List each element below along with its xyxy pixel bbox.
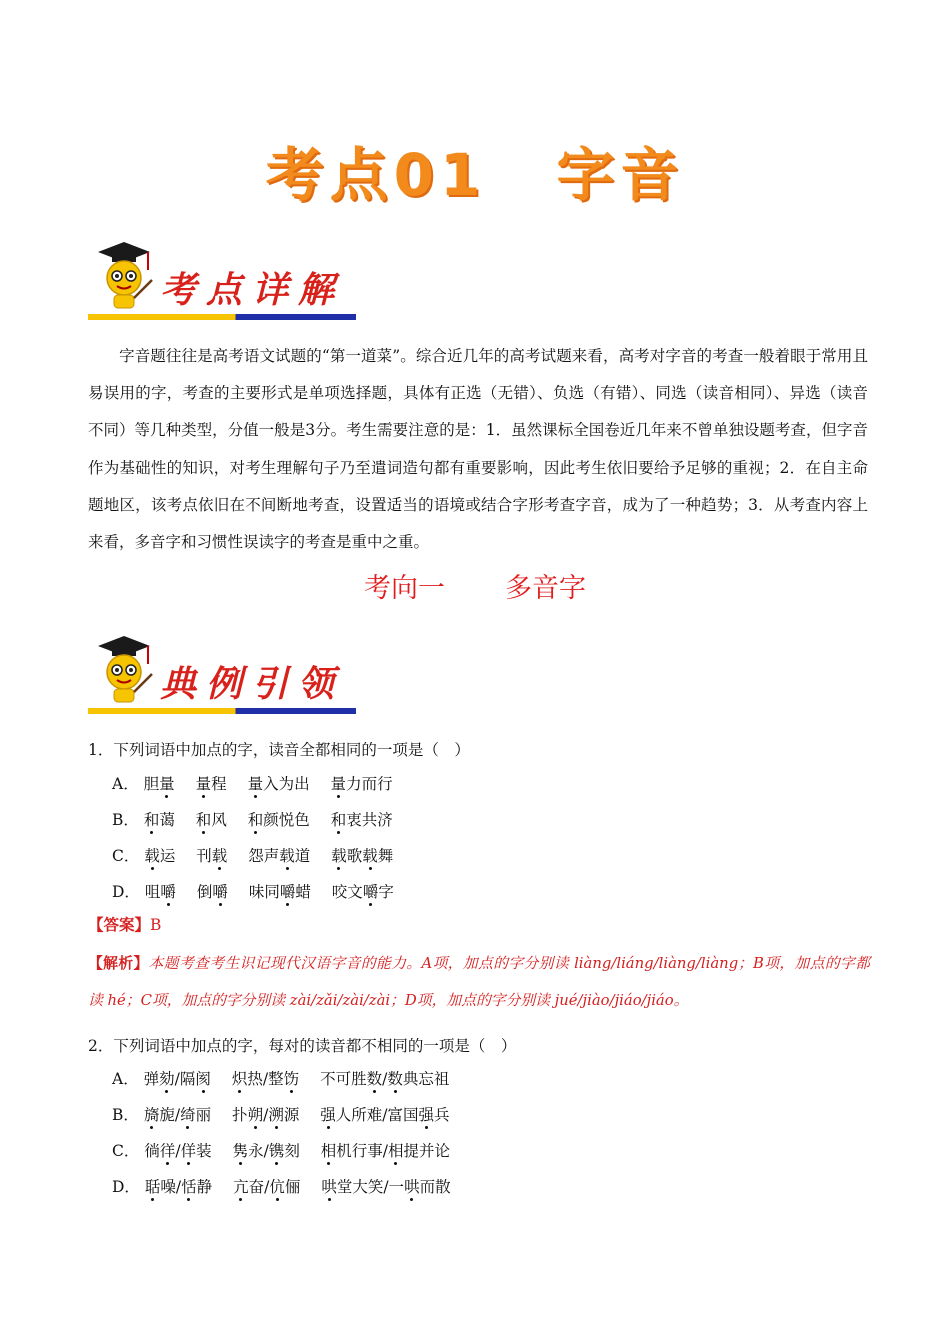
option-word: 咬文嚼字 — [331, 883, 394, 901]
question-1-analysis — [88, 945, 870, 1019]
question-1-answer — [88, 913, 161, 935]
question-1-option-d: D． 咀嚼 倒嚼 味同嚼蜡 咬文嚼字 — [112, 883, 394, 901]
option-word: 不可胜数/数典忘祖 — [320, 1070, 450, 1088]
option-word: 聒噪/恬静 — [144, 1178, 213, 1196]
page-title — [0, 128, 950, 208]
intro-paragraph — [88, 338, 868, 561]
analysis-text: 本题考查考生识记现代汉语字音的能力。A项，加点的字分别读 liàng/liáng/liàng/liàng；B项，加点的字都读 hé；C项，加点的字分别读 zài/zǎi/zài/zài；D项，加点的字分别读 jué/jiào/jiáo/jiáo。 — [88, 955, 870, 1009]
question-1-option-a: A． 胆量 量程 量入为出 量力而行 — [112, 775, 393, 793]
subsection-heading — [0, 566, 950, 605]
option-word: 味同嚼蜡 — [248, 883, 311, 901]
answer-value: B — [150, 916, 162, 934]
question-2-option-b: B． 旖旎/绮丽 扑朔/溯源 强人所难/富国强兵 — [112, 1106, 450, 1124]
scholar-mascot-icon — [90, 240, 154, 314]
question-2-stem: 2．下列词语中加点的字，每对的读音都不相同的一项是（ ） — [88, 1037, 517, 1055]
option-word: 旖旎/绮丽 — [143, 1106, 212, 1124]
option-word: 弹劾/隔阂 — [143, 1070, 211, 1088]
option-word: 哄堂大笑/一哄而散 — [321, 1178, 451, 1196]
option-word: 和风 — [195, 811, 227, 829]
intro-text: 字音题往往是高考语文试题的“第一道菜”。综合近几年的高考试题来看，高考对字音的考查一般着眼于常用且易误用的字，考查的主要形式是单项选择题，具体有正选（无错）、负选（有错）、同选（读音相同）、异选（读音不同）等几种类型，分值一般是3分。考生需要注意的是：1．虽然课标全国卷近几年来不曾单独设题考查，但字音作为基础性的知识，对考生理解句子乃至遣词造句都有重要影响，因此考生依旧要给予足够的重视；2．在自主命题地区，该考点依旧在不间断地考查，设置适当的语境或结合字形考查字音，成为了一种趋势；3．从考查内容上来看，多音字和习惯性误读字的考查是重中之重。 — [88, 347, 868, 552]
section-underline — [88, 708, 356, 714]
option-word: 胆量 — [143, 775, 175, 793]
answer-label: 【答案】 — [88, 915, 151, 934]
option-word: 咀嚼 — [144, 883, 176, 901]
section-badge-label: 典例引领 — [160, 664, 345, 705]
subsection-heading-part2: 多音字 — [505, 573, 586, 604]
option-word: 怨声载道 — [248, 847, 311, 865]
option-word: 和颜悦色 — [247, 811, 310, 829]
section-badge-detail — [88, 240, 358, 320]
scholar-mascot-icon — [90, 634, 154, 708]
question-1-option-c: C． 载运 刊载 怨声载道 载歌载舞 — [112, 847, 394, 865]
question-2-option-c: C． 徜徉/佯装 隽永/镌刻 相机行事/相提并论 — [112, 1142, 451, 1160]
question-1-option-b: B． 和蔼 和风 和颜悦色 和衷共济 — [112, 811, 393, 829]
option-word: 载歌载舞 — [331, 847, 394, 865]
section-badge-example — [88, 634, 358, 714]
section-badge-label: 考点详解 — [160, 270, 345, 311]
question-1-stem: 1．下列词语中加点的字，读音全都相同的一项是（ ） — [88, 741, 470, 759]
option-word: 量程 — [195, 775, 227, 793]
analysis-label: 【解析】 — [88, 955, 149, 972]
option-word: 隽永/镌刻 — [232, 1142, 300, 1160]
option-word: 载运 — [144, 847, 176, 865]
option-word: 刊载 — [196, 847, 228, 865]
option-word: 扑朔/溯源 — [232, 1106, 300, 1124]
option-word: 量力而行 — [330, 775, 393, 793]
option-word: 强人所难/富国强兵 — [320, 1106, 450, 1124]
question-2-option-a: A． 弹劾/隔阂 炽热/整饬 不可胜数/数典忘祖 — [112, 1070, 450, 1088]
subsection-heading-part1: 考向一 — [364, 573, 445, 604]
option-word: 徜徉/佯装 — [144, 1142, 212, 1160]
option-word: 和衷共济 — [330, 811, 393, 829]
page-title-part2: 字音 — [556, 141, 685, 209]
section-underline — [88, 314, 356, 320]
option-word: 和蔼 — [143, 811, 175, 829]
option-word: 炽热/整饬 — [231, 1070, 300, 1088]
option-word: 倒嚼 — [196, 883, 228, 901]
option-word: 量入为出 — [247, 775, 310, 793]
page-title-part1: 考点01 — [265, 141, 487, 209]
option-word: 相机行事/相提并论 — [320, 1142, 451, 1160]
question-2-option-d: D． 聒噪/恬静 亢奋/伉俪 哄堂大笑/一哄而散 — [112, 1178, 451, 1196]
option-word: 亢奋/伉俪 — [233, 1178, 301, 1196]
